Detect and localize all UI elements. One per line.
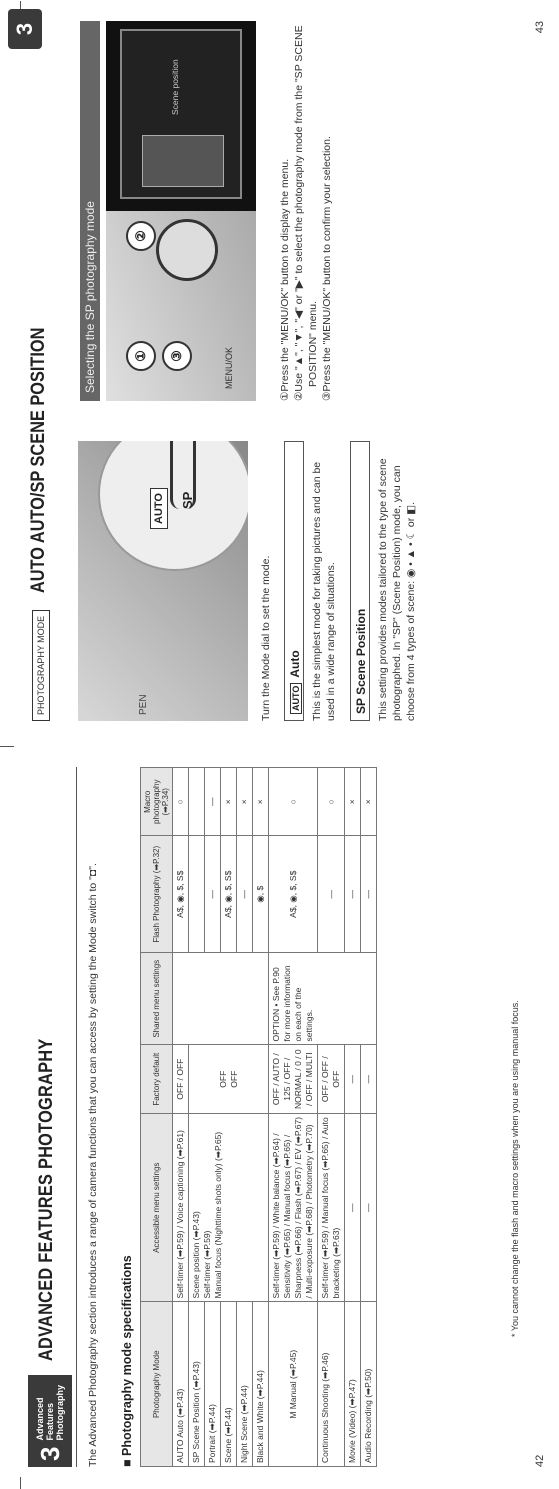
- table-cell: [189, 1113, 269, 1302]
- mode-dial-photo: [78, 441, 248, 721]
- step-item: ②Use "▲", "▼", "◀" or "▶" to select the photography mode from the "SP SCENE POSITION" menu.: [293, 25, 319, 401]
- auto-paragraph: This is the simplest mode for taking pictures and can be used in a wide range of situations.: [311, 461, 337, 721]
- table-cell: Night Scene (➡P.44): [237, 1302, 253, 1467]
- table-cell: —: [318, 836, 345, 953]
- lcd-screen-photo: [106, 21, 256, 211]
- table-cell: OFF / OFF: [173, 1045, 189, 1113]
- title-divider: [76, 767, 77, 1467]
- table-cell: OFF / OFF / OFF: [318, 1045, 345, 1113]
- table-cell: ×: [221, 768, 237, 837]
- intro-text: The Advanced Photography section introduces a range of camera functions that you can access by setting the Mode switch to "◘".: [87, 863, 99, 1467]
- mode-spec-table: [140, 767, 377, 1467]
- table-cell: —: [345, 836, 361, 953]
- cell-line: Scene position (➡P.43): [191, 1211, 201, 1299]
- table-cell: —: [361, 1113, 377, 1302]
- table-cell: —: [205, 836, 221, 953]
- table-cell: ×: [237, 768, 253, 837]
- table-cell: Portrait (➡P.44): [205, 1302, 221, 1467]
- camera-body-text: PEN: [138, 694, 149, 715]
- four-way-pad-icon: [156, 219, 218, 281]
- subheading: ■ Photography mode specifications: [120, 1255, 134, 1467]
- column-header: Flash Photography (➡P.32): [141, 836, 173, 953]
- left-page: [28, 767, 546, 1467]
- table-cell: Self-timer (➡P.59) / White balance (➡P.64) / Sensitivity (➡P.65) / Manual focus (➡P.65) / Sharpness (➡P.66) / Flash (➡P.67) / EV (➡P.67) / Multi-exposure (➡P.68) / Photometry (➡P.70): [269, 1113, 318, 1302]
- table-cell: —: [237, 836, 253, 953]
- column-header: Accessible menu settings: [141, 1113, 173, 1302]
- table-row: [189, 768, 205, 1467]
- table-cell: Self-timer (➡P.59) / Voice captioning (➡P.61): [173, 1113, 189, 1302]
- table-cell: Audio Recording (➡P.50): [361, 1302, 377, 1467]
- table-cell: —: [361, 836, 377, 953]
- chapter-badge: [28, 1375, 72, 1467]
- table-cell: —: [361, 1045, 377, 1113]
- scene-position-label: Scene position: [170, 59, 180, 115]
- menu-ok-label: MENU/OK: [224, 346, 234, 389]
- dial-sp-label: SP: [180, 491, 195, 509]
- table-cell: ◉, $: [253, 836, 269, 953]
- page-number: 43: [534, 21, 546, 34]
- table-cell: ×: [345, 768, 361, 837]
- table-cell: ○: [173, 768, 189, 837]
- table-row: [361, 768, 377, 1467]
- table-cell: Self-timer (➡P.59) / Manual focus (➡P.65) / Auto bracketing (➡P.63): [318, 1113, 345, 1302]
- dial-caption: Turn the Mode dial to set the mode.: [260, 555, 272, 721]
- step-item: ①Press the "MENU/OK" button to display the menu.: [279, 158, 291, 401]
- cell-line: Self-timer (➡P.59): [202, 1230, 212, 1299]
- step-3-marker: ③: [162, 341, 192, 371]
- footnote: * You cannot change the flash and macro settings when you are using manual focus.: [510, 1000, 520, 1337]
- crop-mark: [20, 1477, 21, 1489]
- column-header: Photography Mode: [141, 1302, 173, 1467]
- page-title: AUTO AUTO/SP SCENE POSITION: [28, 327, 49, 593]
- page-number: 42: [534, 1454, 546, 1467]
- right-page: [28, 21, 546, 721]
- table-cell: OFF / AUTO / 125 / OFF / NORMAL / 0 / 0 / OFF / MULTI: [269, 1045, 318, 1113]
- step-1-marker: ①: [126, 341, 156, 371]
- section-title: ADVANCED FEATURES PHOTOGRAPHY: [36, 1038, 57, 1361]
- lcd-screen: [120, 29, 242, 199]
- mode-dial: [98, 441, 248, 571]
- table-header-row: [141, 768, 173, 1467]
- table-cell: M Manual (➡P.45): [269, 1302, 318, 1467]
- chapter-number: 3: [34, 1446, 65, 1461]
- table-cell: ○: [269, 768, 318, 837]
- table-row: [269, 768, 318, 1467]
- table-cell: Movie (Video) (➡P.47): [345, 1302, 361, 1467]
- table-row: [173, 768, 189, 1467]
- table-cell: A$, ◉, $, S$: [269, 836, 318, 953]
- sp-heading-text: SP Scene Position: [354, 608, 368, 714]
- step-2-marker: ②: [126, 221, 156, 251]
- table-cell: OPTION • See P.90 for more information on each of the settings.: [269, 953, 377, 1045]
- step-item: ③Press the "MENU/OK" button to confirm your selection.: [321, 136, 333, 401]
- cell-line: OFF: [228, 1070, 239, 1088]
- cell-line: Manual focus (Nighttime shots only) (➡P.65): [213, 1131, 223, 1299]
- table-row: [345, 768, 361, 1467]
- table-cell: —: [345, 1113, 361, 1302]
- table-cell: A$, ◉, $, S$: [221, 836, 237, 953]
- cell-line: OFF: [217, 1070, 228, 1088]
- table-cell: ×: [253, 768, 269, 837]
- table-cell: [173, 953, 269, 1045]
- dial-auto-label: AUTO: [150, 488, 168, 529]
- instruction-steps: [278, 21, 334, 401]
- crop-mark: [0, 746, 14, 747]
- chapter-side-tab: 3: [8, 9, 42, 49]
- scene-menu-list: [142, 135, 224, 187]
- table-cell: Scene (➡P.44): [221, 1302, 237, 1467]
- table-cell: [189, 768, 205, 837]
- table-cell: [189, 1045, 269, 1113]
- column-header: Macro photography (➡P.34): [141, 768, 173, 837]
- table-cell: —: [205, 768, 221, 837]
- table-cell: AUTO Auto (➡P.43): [173, 1302, 189, 1467]
- table-cell: Black and White (➡P.44): [253, 1302, 269, 1467]
- column-header: Shared menu settings: [141, 953, 173, 1045]
- table-cell: [189, 836, 205, 953]
- sp-paragraph: This setting provides modes tailored to the type of scene photographed. In "SP" (Scene Position) mode, you can choose from 4 types of scene: ◉ • ▲ • ☾ or ◧.: [377, 458, 417, 721]
- table-cell: —: [345, 1045, 361, 1113]
- auto-heading: [284, 441, 304, 721]
- column-header: Factory default: [141, 1045, 173, 1113]
- camera-back-photo: [106, 211, 256, 401]
- chapter-label: Advanced Features Photography: [35, 1385, 65, 1441]
- auto-heading-text: Auto: [288, 650, 302, 678]
- sp-heading: [350, 441, 370, 721]
- table-cell: A$, ◉, $, S$: [173, 836, 189, 953]
- table-cell: ×: [361, 768, 377, 837]
- auto-tag: AUTO: [290, 683, 302, 714]
- mode-badge: PHOTOGRAPHY MODE: [32, 610, 50, 721]
- selecting-heading: Selecting the SP photography mode: [80, 21, 100, 401]
- table-cell: SP Scene Position (➡P.43): [189, 1302, 205, 1467]
- table-row: [318, 768, 345, 1467]
- table-cell: ○: [318, 768, 345, 837]
- table-cell: Continuous Shooting (➡P.46): [318, 1302, 345, 1467]
